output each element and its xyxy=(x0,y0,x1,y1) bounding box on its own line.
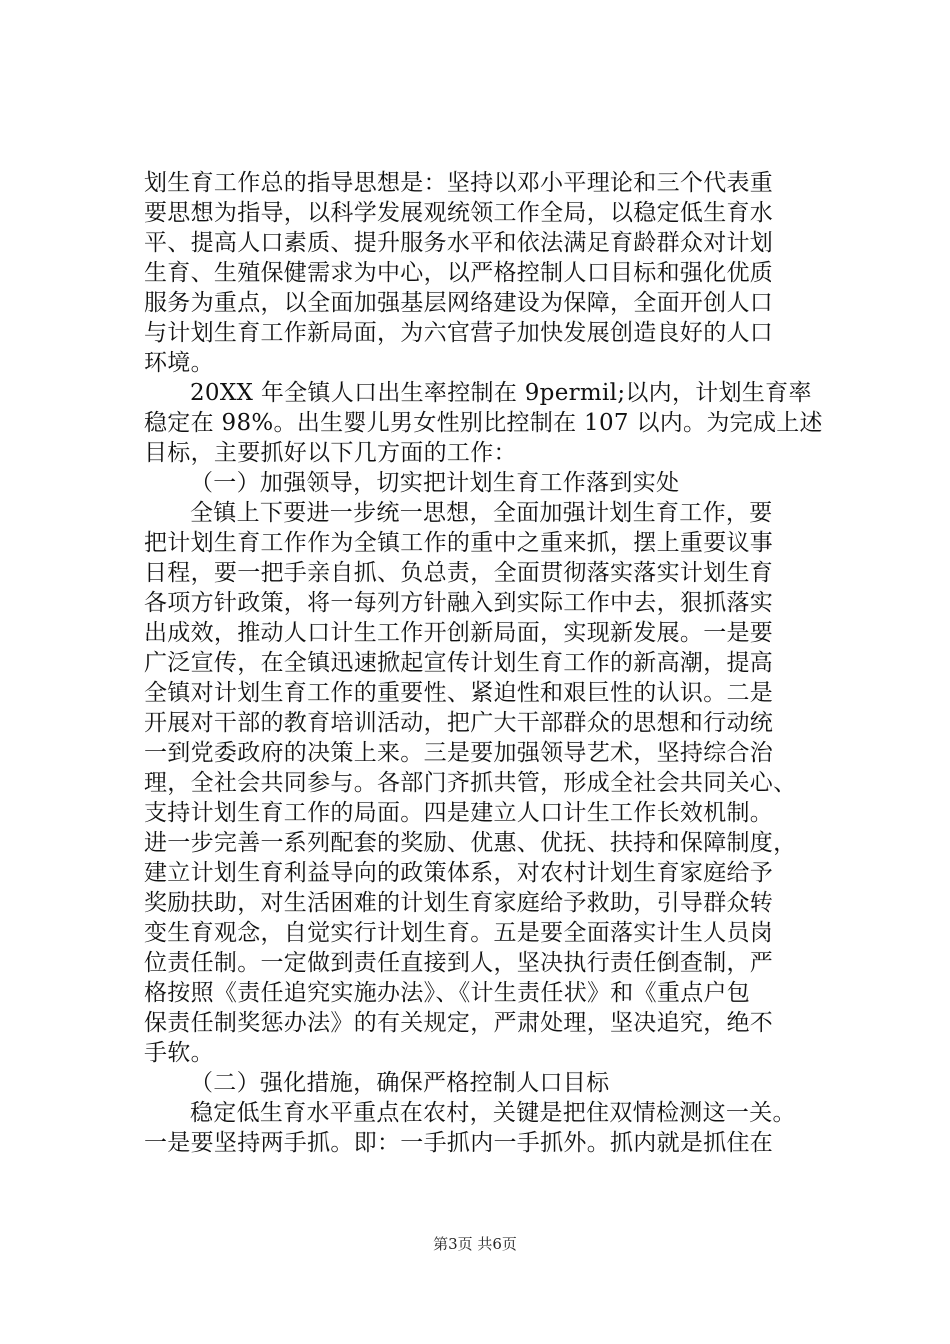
text-line: 广泛宣传，在全镇迅速掀起宣传计划生育工作的新高潮，提高 xyxy=(144,650,774,676)
text-line: 格按照《责任追究实施办法》、《计生责任状》和《重点户包 xyxy=(144,980,751,1006)
text-line: （一）加强领导，切实把计划生育工作落到实处 xyxy=(190,470,680,496)
text-line: 环境。 xyxy=(144,350,214,376)
text-line: 手软。 xyxy=(144,1040,214,1066)
text-line: 稳定低生育水平重点在农村，关键是把住双情检测这一关。 xyxy=(190,1100,796,1126)
text-line: 一是要坚持两手抓。即：一手抓内一手抓外。抓内就是抓住在 xyxy=(144,1130,774,1156)
text-line: 出成效，推动人口计生工作开创新局面，实现新发展。一是要 xyxy=(144,620,774,646)
text-line: 稳定在 98%。出生婴儿男女性别比控制在 107 以内。为完成上述 xyxy=(144,410,823,436)
page-footer: 第3页 共6页 xyxy=(433,1235,517,1253)
text-line: 各项方针政策，将一每列方针融入到实际工作中去，狠抓落实 xyxy=(144,590,774,616)
text-line: 变生育观念，自觉实行计划生育。五是要全面落实计生人员岗 xyxy=(144,920,774,946)
text-line: 划生育工作总的指导思想是：坚持以邓小平理论和三个代表重 xyxy=(144,170,774,196)
text-line: 把计划生育工作作为全镇工作的重中之重来抓，摆上重要议事 xyxy=(144,530,774,556)
text-line: 目标，主要抓好以下几方面的工作： xyxy=(144,440,517,466)
text-line: 日程，要一把手亲自抓、负总责，全面贯彻落实落实计划生育 xyxy=(144,560,774,586)
text-line: 与计划生育工作新局面，为六官营子加快发展创造良好的人口 xyxy=(144,320,774,346)
text-line: 开展对干部的教育培训活动，把广大干部群众的思想和行动统 xyxy=(144,710,774,736)
text-line: 支持计划生育工作的局面。四是建立人口计生工作长效机制。 xyxy=(144,800,774,826)
text-line: 奖励扶助，对生活困难的计划生育家庭给予救助，引导群众转 xyxy=(144,890,774,916)
text-line: 进一步完善一系列配套的奖励、优惠、优抚、扶持和保障制度， xyxy=(144,830,797,856)
text-line: 全镇上下要进一步统一思想，全面加强计划生育工作，要 xyxy=(190,500,773,526)
text-line: 理，全社会共同参与。各部门齐抓共管，形成全社会共同关心、 xyxy=(144,770,797,796)
text-line: 保责任制奖惩办法》的有关规定，严肃处理，坚决追究，绝不 xyxy=(144,1010,774,1036)
text-line: 20XX 年全镇人口出生率控制在 9permil;以内，计划生育率 xyxy=(190,380,812,406)
text-line: （二）强化措施，确保严格控制人口目标 xyxy=(190,1070,610,1096)
text-line: 一到党委政府的决策上来。三是要加强领导艺术，坚持综合治 xyxy=(144,740,774,766)
document-body xyxy=(144,168,834,1158)
text-line: 位责任制。一定做到责任直接到人，坚决执行责任倒查制，严 xyxy=(144,950,774,976)
text-line: 要思想为指导，以科学发展观统领工作全局，以稳定低生育水 xyxy=(144,200,774,226)
text-line: 生育、生殖保健需求为中心，以严格控制人口目标和强化优质 xyxy=(144,260,774,286)
text-line: 平、提高人口素质、提升服务水平和依法满足育龄群众对计划 xyxy=(144,230,774,256)
text-line: 服务为重点，以全面加强基层网络建设为保障，全面开创人口 xyxy=(144,290,774,316)
text-line: 全镇对计划生育工作的重要性、紧迫性和艰巨性的认识。二是 xyxy=(144,680,774,706)
text-line: 建立计划生育利益导向的政策体系，对农村计划生育家庭给予 xyxy=(144,860,774,886)
